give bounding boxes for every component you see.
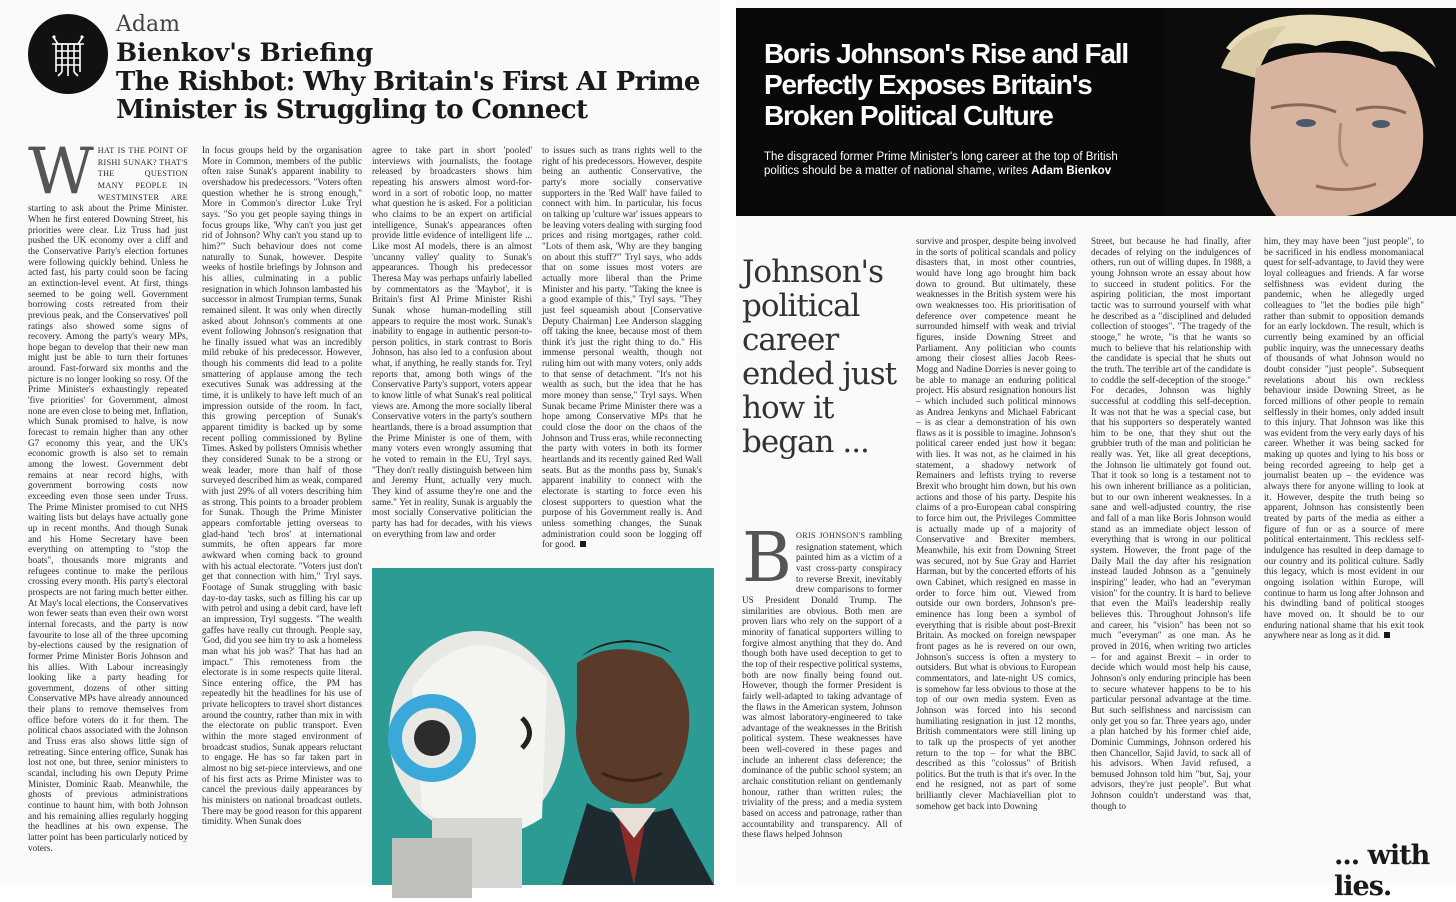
article-column-4 [542,145,702,569]
article-lead: ORIS JOHNSON'S [795,531,869,540]
article-text: rambling resignation statement, which painted him as a victim of a vast cross-party conspiracy to reverse Brexit, inevitably drew comparisons to former US President Donald Trump. The similarities are obvious. Both men are proven liars who rely on the support of a minority of fanatical supporters willing to forgive almost anything that they do. And though both have used deception to get to the top of their respective political systems, both are now finally being found out. However, though the former President is fairly well-adapted to taking advantage of the flaws in the American system, Johnson was almost laboratory-engineered to take advantage of the weaknesses in the British political system. These weaknesses have been well-covered in these pages and include an inherent class deference; the dominance of the public school system; an archaic constitution reliant on gentlemanly honour, rather than written rules; the triviality of the press; and a media system based on access and patronage, rather than accountability and transparency. All of these flaws helped Johnson [742,530,902,840]
standfirst-text: The disgraced former Prime Minister's long career at the top of British politics should be a matter of national shame, writes [764,151,1118,177]
article-text: to issues such as trans rights well to the right of his predecessors. However, despite being an authentic Conservative, the party's more socially conservative supporters in the 'Red Wall' have failed to connect with him. In particular, his focus on talking up 'culture war' issues appears to be leaving voters dealing with surging food prices and rising mortgages, rather cold. "Lots of them ask, 'Why are they banging on about this stuff?'" Tryl says, who adds that on some issues most voters are actually more liberal than the Prime Minister and his party. "Taking the knee is a good example of this," Tryl says. "They just feel squeamish about [Conservative Deputy Chairman] Lee Anderson slagging off taking the knee, because most of them think it's just the right thing to do." His immense personal wealth, though not ruling him out with many voters, only adds to that sense of detachment. "It's not his wealth as such, but the idea that he has more money than sense," Tryl says. When Sunak became Prime Minister there was a hope among Conservative MPs that he could close the door on the chaos of the Johnson and Truss eras, while reconnecting the party with voters in both its former heartlands and its recently gained Red Wall seats. But as the months pass by, Sunak's apparent inability to connect with the electorate is starting to force even his closest supporters to question what the purpose of his Government really is. And unless something changes, the Sunak administration could soon be logging off for good. [542,145,702,550]
article-lead: HAT IS THE POINT OF RISHI SUNAK? THAT'S THE QUESTION MANY PEOPLE IN WESTMINSTER ARE [97,146,188,202]
article-column-1 [28,135,188,877]
byline-first-name: Adam [116,12,180,37]
article-column-3 [372,145,532,569]
drop-cap: B [742,519,792,598]
portcullis-icon [28,14,108,94]
robot-and-pm-illustration [372,568,714,885]
article-text: agree to take part in short 'pooled' interviews with journalists, the footage released by broadcasters shows him repeating his answers almost word-for-word in a sort of robotic loop, no matter what question he is asked. For a politician who claims to be an expert on artificial intelligence, Sunak's appearances often provide little evidence of intelligent life ... Like most AI models, there is an almost 'uncanny valley' quality to Sunak's appearances. Though his predecessor Theresa May was perhaps unfairly labelled by commentators as the 'Maybot', it is Britain's first AI Prime Minister Rishi Sunak whose human-modelling still appears to require the most work. Sunak's inability to engage in authentic person-to-person politics, in stark contrast to Boris Johnson, has also led to a confusion about what, if anything, he really stands for. Tryl reports that, among both wings of the Conservative Party's support, voters appear to know little of what Sunak's real political views are. Among the more socially liberal Conservative voters in the party's southern heartlands, there is a broad assumption that the Prime Minister is one of them, with many voters even wrongly assuming that he voted to remain in the EU, Tryl says. "They don't really distinguish between him and Jeremy Hunt, actually very much. They kind of assume they're one and the same." Yet in reality, Sunak is arguably the most socially Conservative politician the party has had for decades, with his views on everything from law and order [372,145,532,539]
hero-standfirst [764,151,1124,178]
hero-title: Boris Johnson's Rise and Fall Perfectly Exposes Britain's Broken Political Culture [764,38,1128,131]
politician-portrait [1166,8,1456,216]
page-gutter [720,0,736,885]
pull-quote-tail: ... with lies. [1334,840,1430,902]
article-column-3 [1091,236,1251,885]
standfirst-author: Adam Bienkov [1031,164,1112,177]
hero-banner [736,8,1456,216]
drop-cap: W [28,135,94,209]
article-text: In focus groups held by the organisation More in Common, members of the public often raise Sunak's apparent inability to overshadow his predecessors. "Voters often question whether he is strong enough," More in Common's director Luke Tryl says. "So you get people saying things in focus groups like, 'Why can't you just get rid of Johnson? Why can't you stand up to him?'" Such behaviour does not come naturally to Sunak, however. Despite weeks of hostile briefings by Johnson and his allies, culminating in a public resignation in which Johnson lambasted his successor in almost Trumpian terms, Sunak remained silent. It was only when directly asked about Johnson's comments at one event following Johnson's resignation that he finally issued what was an incredibly mild rebuke of his predecessor. However, though his comments did lead to a polite smattering of applause among the tech executives Sunak was addressing at the time, it is unlikely to have left much of an impression outside of the room. In fact, this growing perception of Sunak's apparent timidity is backed up by some recent polling commissioned by Byline Times. Asked by pollsters Omnisis whether they considered Sunak to be a strong or weak leader, more than half of those surveyed described him as weak, compared with just 29% of all voters describing him as strong. This points to a broader problem for Sunak. Though the Prime Minister appears comfortable jetting overseas to glad-hand 'tech bros' at international summits, he often appears far more awkward when coming back to ground with his actual electorate. "Voters just don't get that connection with him," Tryl says. Footage of Sunak struggling with basic day-to-day tasks, such as filling his car up with petrol and using a debit card, have left an impression, Tryl suggests. "The wealth gaffes have really cut through. People say, 'God, did you see him try to ask a homeless man what his job was?' That has had an impact." This remoteness from the electorate is in some respects quite literal. Since entering office, the PM has repeatedly hit the headlines for his use of private helicopters to travel short distances around the country, rather than mix in with the electorate on public transport. Even within the more staged environment of broadcast studios, Sunak appears reluctant to engage. He has so far taken part in almost no big set-piece interviews, and one of his first acts as Prime Minister was to cancel the previous daily appearances by his ministers on national broadcast outlets. There may be good reason for this apparent timidity. When Sunak does [202,145,362,827]
right-page [736,0,1456,902]
article-column-1 [742,519,902,885]
article-column-4 [1264,236,1424,832]
byline-column-name: Bienkov's Briefing [116,38,374,67]
end-mark-icon [580,541,586,547]
article-text: Street, but because he had finally, after decades of relying on the indulgences of others, run out of willing dupes. In 1988, a young Johnson wrote an essay about how to succeed in student politics. For the aspiring politician, the most important tactic was to surround yourself with what he described as a "disciplined and deluded collection of stooges". "The tragedy of the stooge," he wrote, "is that he wants so much to believe that his relationship with the candidate is special that he shuts out the truth. The terrible art of the candidate is to coddle the self-deception of the stooge." For decades, Johnson was highly successful at coddling this self-deception. It was not that he was a special case, but that his supporters so desperately wanted him to be one, that they shut out the grubbier truth of the man and politician he really was. Yet, like all great deceptions, the Johnson lie ultimately got found out. That it took so long is a testament not to his own inherent brilliance as a politician, but to our own inherent weaknesses. In a sane and well-adjusted country, the rise and fall of a man like Boris Johnson would stand as an immediate object lesson of everything that is wrong in our political system. However, the front page of the Daily Mail the day after his resignation instead lauded Johnson as a "genuinely inspiring" leader, who had an "everyman vision" for the country. It is hard to believe that even the Mail's leadership really believes this. Throughout Johnson's life and career, his "vision" has been not so much "everyman" as one man. As he proved in 2016, when writing two articles – for and against Brexit – in order to decide which would most help his cause, Johnson's only enduring principle has been to secure whatever happens to be to his particular personal advantage at the time. But such selfishness and narcissism can only get you so far. Three years ago, under a plan hatched by his former chief aide, Dominic Cummings, Johnson ordered his then Chancellor, Sajid Javid, to sack all of his advisors. When Javid refused, a bemused Johnson told him "but, Saj, your advisors, they're just people". But what Johnson couldn't understand was that, though to [1091,236,1251,811]
article-text: starting to ask about the Prime Minister. When he first entered Downing Street, his priorities were clear. Liz Truss had just pushed the UK economy over a cliff and the Conservative Party's election fortunes were following quickly behind. Unless he acted fast, his party could soon be facing an extinction-level event. At first, things seemed to be going well. Government borrowing costs retreated from their previous peak, and the Conservatives' poll ratings also showed some signs of recovery. Among the party's weary MPs, hope began to develop that their new man might just be able to turn their fortunes around. Fast-forward six months and the picture is no longer looking so rosy. Of the Prime Minister's exhaustingly repeated 'five priorities' for Government, almost none are even close to being met. Inflation, which Sunak promised to halve, is now forecast to remain higher than any other G7 economy this year, and the UK's economic growth is also set to remain among the lowest. Government debt remains at near record highs, with government borrowing costs now exceeding even those seen under Truss. The Prime Minister promised to cut NHS waiting lists but delays have actually gone up in recent months. And though Sunak and his Home Secretary have been everything on attempting to "stop the boats", thousands more migrants and refugees continue to make the perilous crossing every month. His party's electoral prospects are not faring much better either. At May's local elections, the Conservatives won fewer seats than even their own worst internal forecasts, and the party is now favourite to lose all of the three upcoming by-elections caused by the resignation of former Prime Minister Boris Johnson and his allies. With Labour increasingly looking like a party heading for government, dozens of other sitting Conservative MPs have already announced their plans to remove themselves from office before voters do it for them. The political chaos associated with the Johnson and Truss eras also shows little sign of retreating. Since entering office, Sunak has lost not one, but three, senior ministers to scandal, including his own Deputy Prime Minister, Dominic Raab. Meanwhile, the ghosts of previous administrations continue to haunt him, with both Johnson and his remaining allies regularly hogging the headlines at his own expense. The latter point has been particularly noticed by voters. [28,203,188,853]
article-text: survive and prosper, despite being involved in the sorts of political scandals and policy disasters that, in most other countries, would have long ago brought him back down to ground. But ultimately, these weaknesses in the British system were his own weaknesses too. His prioritisation of deference over competence meant he surrounded himself with weak and trivial figures, inside Downing Street and Parliament. Any politician who counts among their closest allies Jacob Rees-Mogg and Nadine Dorries is never going to be able to manage an enduring political project. His absurd resignation honours list – which included such political minnows as Andrea Jenkyns and Michael Fabricant – is as clear a demonstration of his own flaws as it is possible to imagine. Johnson's political career ended just how it began: with lies. It was not, as he claimed in his statement, a shadowy network of Remainers and leftists trying to reverse Brexit who brought him down, but his own actions and those of his party. Despite his claims of a pro-European cabal conspiring to force him out, the Privileges Committee is actually made up of a majority of Conservative and Brexiter members. Meanwhile, his exit from Downing Street was secured, not by Sue Gray and Harriet Harman, but by the concerted efforts of his own Cabinet, which resigned en masse in order to force him out. Viewed from outside our own borders, Johnson's pre-eminence has long been a symbol of everything that is risible about post-Brexit Britain. As mocked on foreign newspaper front pages as he is revered on our own, Johnson's success is often a mystery to outsiders. But what is obvious to European commentators, and late-night US comics, is somehow far less obvious to those at the top of our own media system. Even as Johnson was forced into his second humiliating resignation in just 12 months, British commentators were still lining up to talk up the prospects of yet another return to the top – for what the BBC described as this "colossus" of British politics. But the truth is that it's over. In the end he resigned, not as part of some brilliantly clever Machiavellian plot to somehow get back into Downing [916,236,1076,811]
article-column-2 [202,145,362,877]
article-text: him, they may have been "just people", to be sacrificed in his endless monomaniacal quest for self-advantage, to Javid they were loyal colleagues and friends. A far worse selfishness was evident during the pandemic, when he allegedly urged colleagues to "let the bodies pile high" rather than submit to opposition demands for an early lockdown. The result, which is currently being examined by an official public inquiry, was the unnecessary deaths of thousands of what Johnson would no doubt consider "just people". Subsequent revelations about his own reckless behaviour inside Downing Street, as he forced millions of other people to remain selflessly in their homes, only added insult to this injury. That Johnson was like this was evident from the very early days of his career. Whether it was being sacked for making up quotes and lying to his boss or being recorded agreeing to help get a journalist beaten up – the evidence was always there for anyone willing to look at it. However, despite the truth being so apparent, Johnson has consistently been treated by parts of the media as either a figure of fun or as a source of mere political entertainment. This reckless self-indulgence has resulted in deep damage to our country and its political culture. Sadly this legacy, which is most evident in our ongoing isolation within Europe, will continue to harm us long after Johnson and his dwindling band of political stooges have moved on. It should be to our enduring national shame that his exit took anywhere near as long as it did. [1264,236,1424,641]
article-column-2 [916,236,1076,885]
left-page [0,0,720,885]
end-mark-icon [1384,632,1390,638]
pull-quote: Johnson's political career ended just how it began ... [742,254,897,460]
page-title: The Rishbot: Why Britain's First AI Prime Minister is Struggling to Connect [116,67,700,125]
